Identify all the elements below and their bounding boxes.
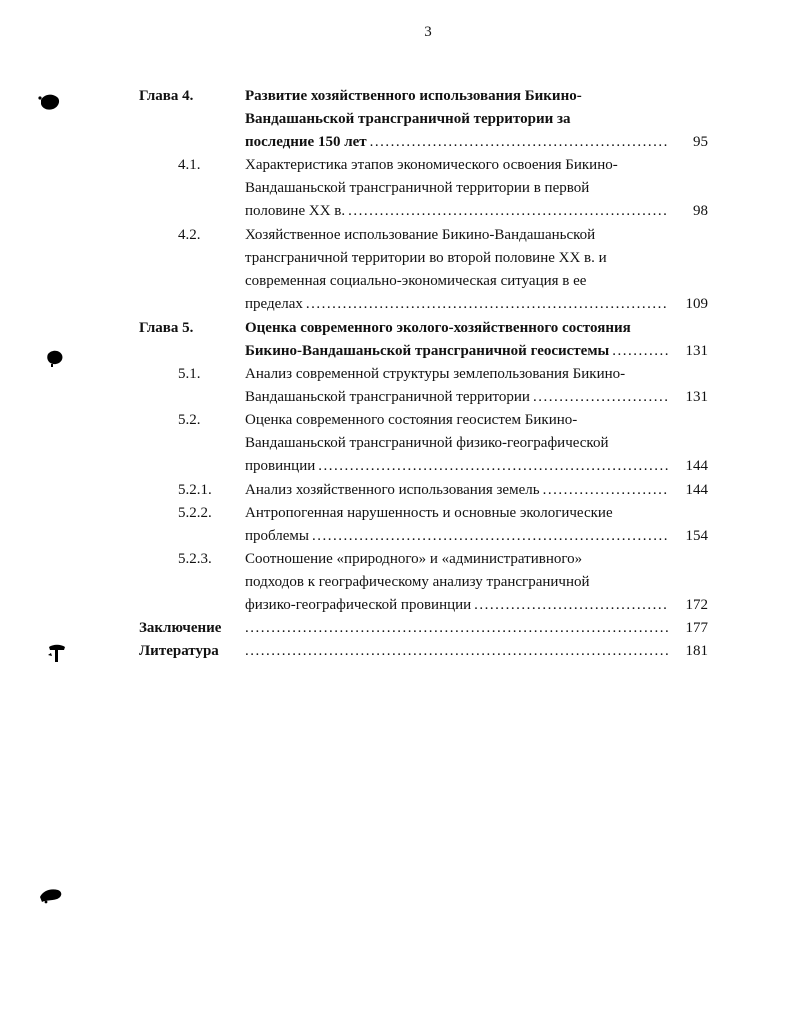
toc-title-line: подходов к географическому анализу трансграничной — [245, 574, 590, 590]
scan-artifact-icon — [46, 641, 68, 665]
toc-page-number: 131 — [685, 343, 708, 359]
toc-page-number: 181 — [685, 643, 708, 659]
toc-title-line: Характеристика этапов экономического освоения Бикино- — [245, 157, 618, 173]
leader-dots — [245, 617, 668, 640]
toc-title-line: современная социально-экономическая ситуация в ее — [245, 273, 587, 289]
toc-title-line: Вандашаньской трансграничной физико-географической — [245, 435, 609, 451]
toc-title-line: Вандашаньской трансграничной территории — [245, 389, 530, 405]
toc-title-line: Антропогенная нарушенность и основные экологические — [245, 505, 613, 521]
toc-page-number: 131 — [685, 389, 708, 405]
toc-label: 5.2.3. — [178, 551, 212, 567]
page-number: 3 — [424, 24, 432, 40]
toc-title-line: Вандашаньской трансграничной территории за — [245, 111, 571, 127]
toc-label: 5.2. — [178, 412, 201, 428]
toc-title-line: последние 150 лет — [245, 134, 367, 150]
leader-dots — [543, 479, 668, 502]
toc-title-line: проблемы — [245, 528, 309, 544]
toc-title-line: Развитие хозяйственного использования Бикино- — [245, 88, 582, 104]
toc-label: 5.2.1. — [178, 482, 212, 498]
toc-label: 5.1. — [178, 366, 201, 382]
toc-title-line: Оценка современного эколого-хозяйственного состояния — [245, 320, 631, 336]
toc-title-line: Вандашаньской трансграничной территории в первой — [245, 180, 590, 196]
toc-label: 4.1. — [178, 157, 201, 173]
toc-page-number: 172 — [685, 597, 708, 613]
toc-title-line: половине XX в. — [245, 203, 346, 219]
toc-title-line: Анализ хозяйственного использования земель — [245, 482, 540, 498]
toc-title-line: Бикино-Вандашаньской трансграничной геосистемы — [245, 343, 610, 359]
leader-dots — [612, 340, 668, 363]
leader-dots — [533, 386, 668, 409]
toc-title-line: провинции — [245, 458, 316, 474]
toc-page-number: 154 — [685, 528, 708, 544]
leader-dots — [370, 131, 668, 154]
toc-label: 5.2.2. — [178, 505, 212, 521]
toc-title-line: Оценка современного состояния геосистем Бикино- — [245, 412, 578, 428]
toc-title-line: Хозяйственное использование Бикино-Вандашаньской — [245, 227, 596, 243]
toc-title-line: Анализ современной структуры землепользования Бикино- — [245, 366, 626, 382]
toc-label: Глава 4. — [139, 88, 194, 104]
leader-dots — [318, 455, 668, 478]
toc-page-number: 177 — [685, 620, 708, 636]
leader-dots — [348, 200, 668, 223]
toc-page-number: 144 — [685, 482, 708, 498]
toc-label: Заключение — [139, 620, 222, 636]
toc-page-number: 95 — [693, 134, 708, 150]
leader-dots — [474, 594, 668, 617]
leader-dots — [306, 293, 668, 316]
scan-artifact-icon — [44, 348, 66, 368]
toc-page-number: 98 — [693, 203, 708, 219]
scan-artifact-icon — [38, 885, 64, 905]
toc-page-number: 144 — [685, 458, 708, 474]
toc-title-line: трансграничной территории во второй половине XX в. и — [245, 250, 607, 266]
toc-title-line: физико-географической провинции — [245, 597, 472, 613]
toc-label: Литература — [139, 643, 219, 659]
leader-dots — [312, 525, 668, 548]
toc-title-line: пределах — [245, 296, 303, 312]
toc-label: Глава 5. — [139, 320, 194, 336]
leader-dots — [245, 640, 668, 663]
toc-label: 4.2. — [178, 227, 201, 243]
scan-artifact-icon — [38, 92, 62, 112]
toc-page-number: 109 — [685, 296, 708, 312]
toc-title-line: Соотношение «природного» и «административного» — [245, 551, 583, 567]
